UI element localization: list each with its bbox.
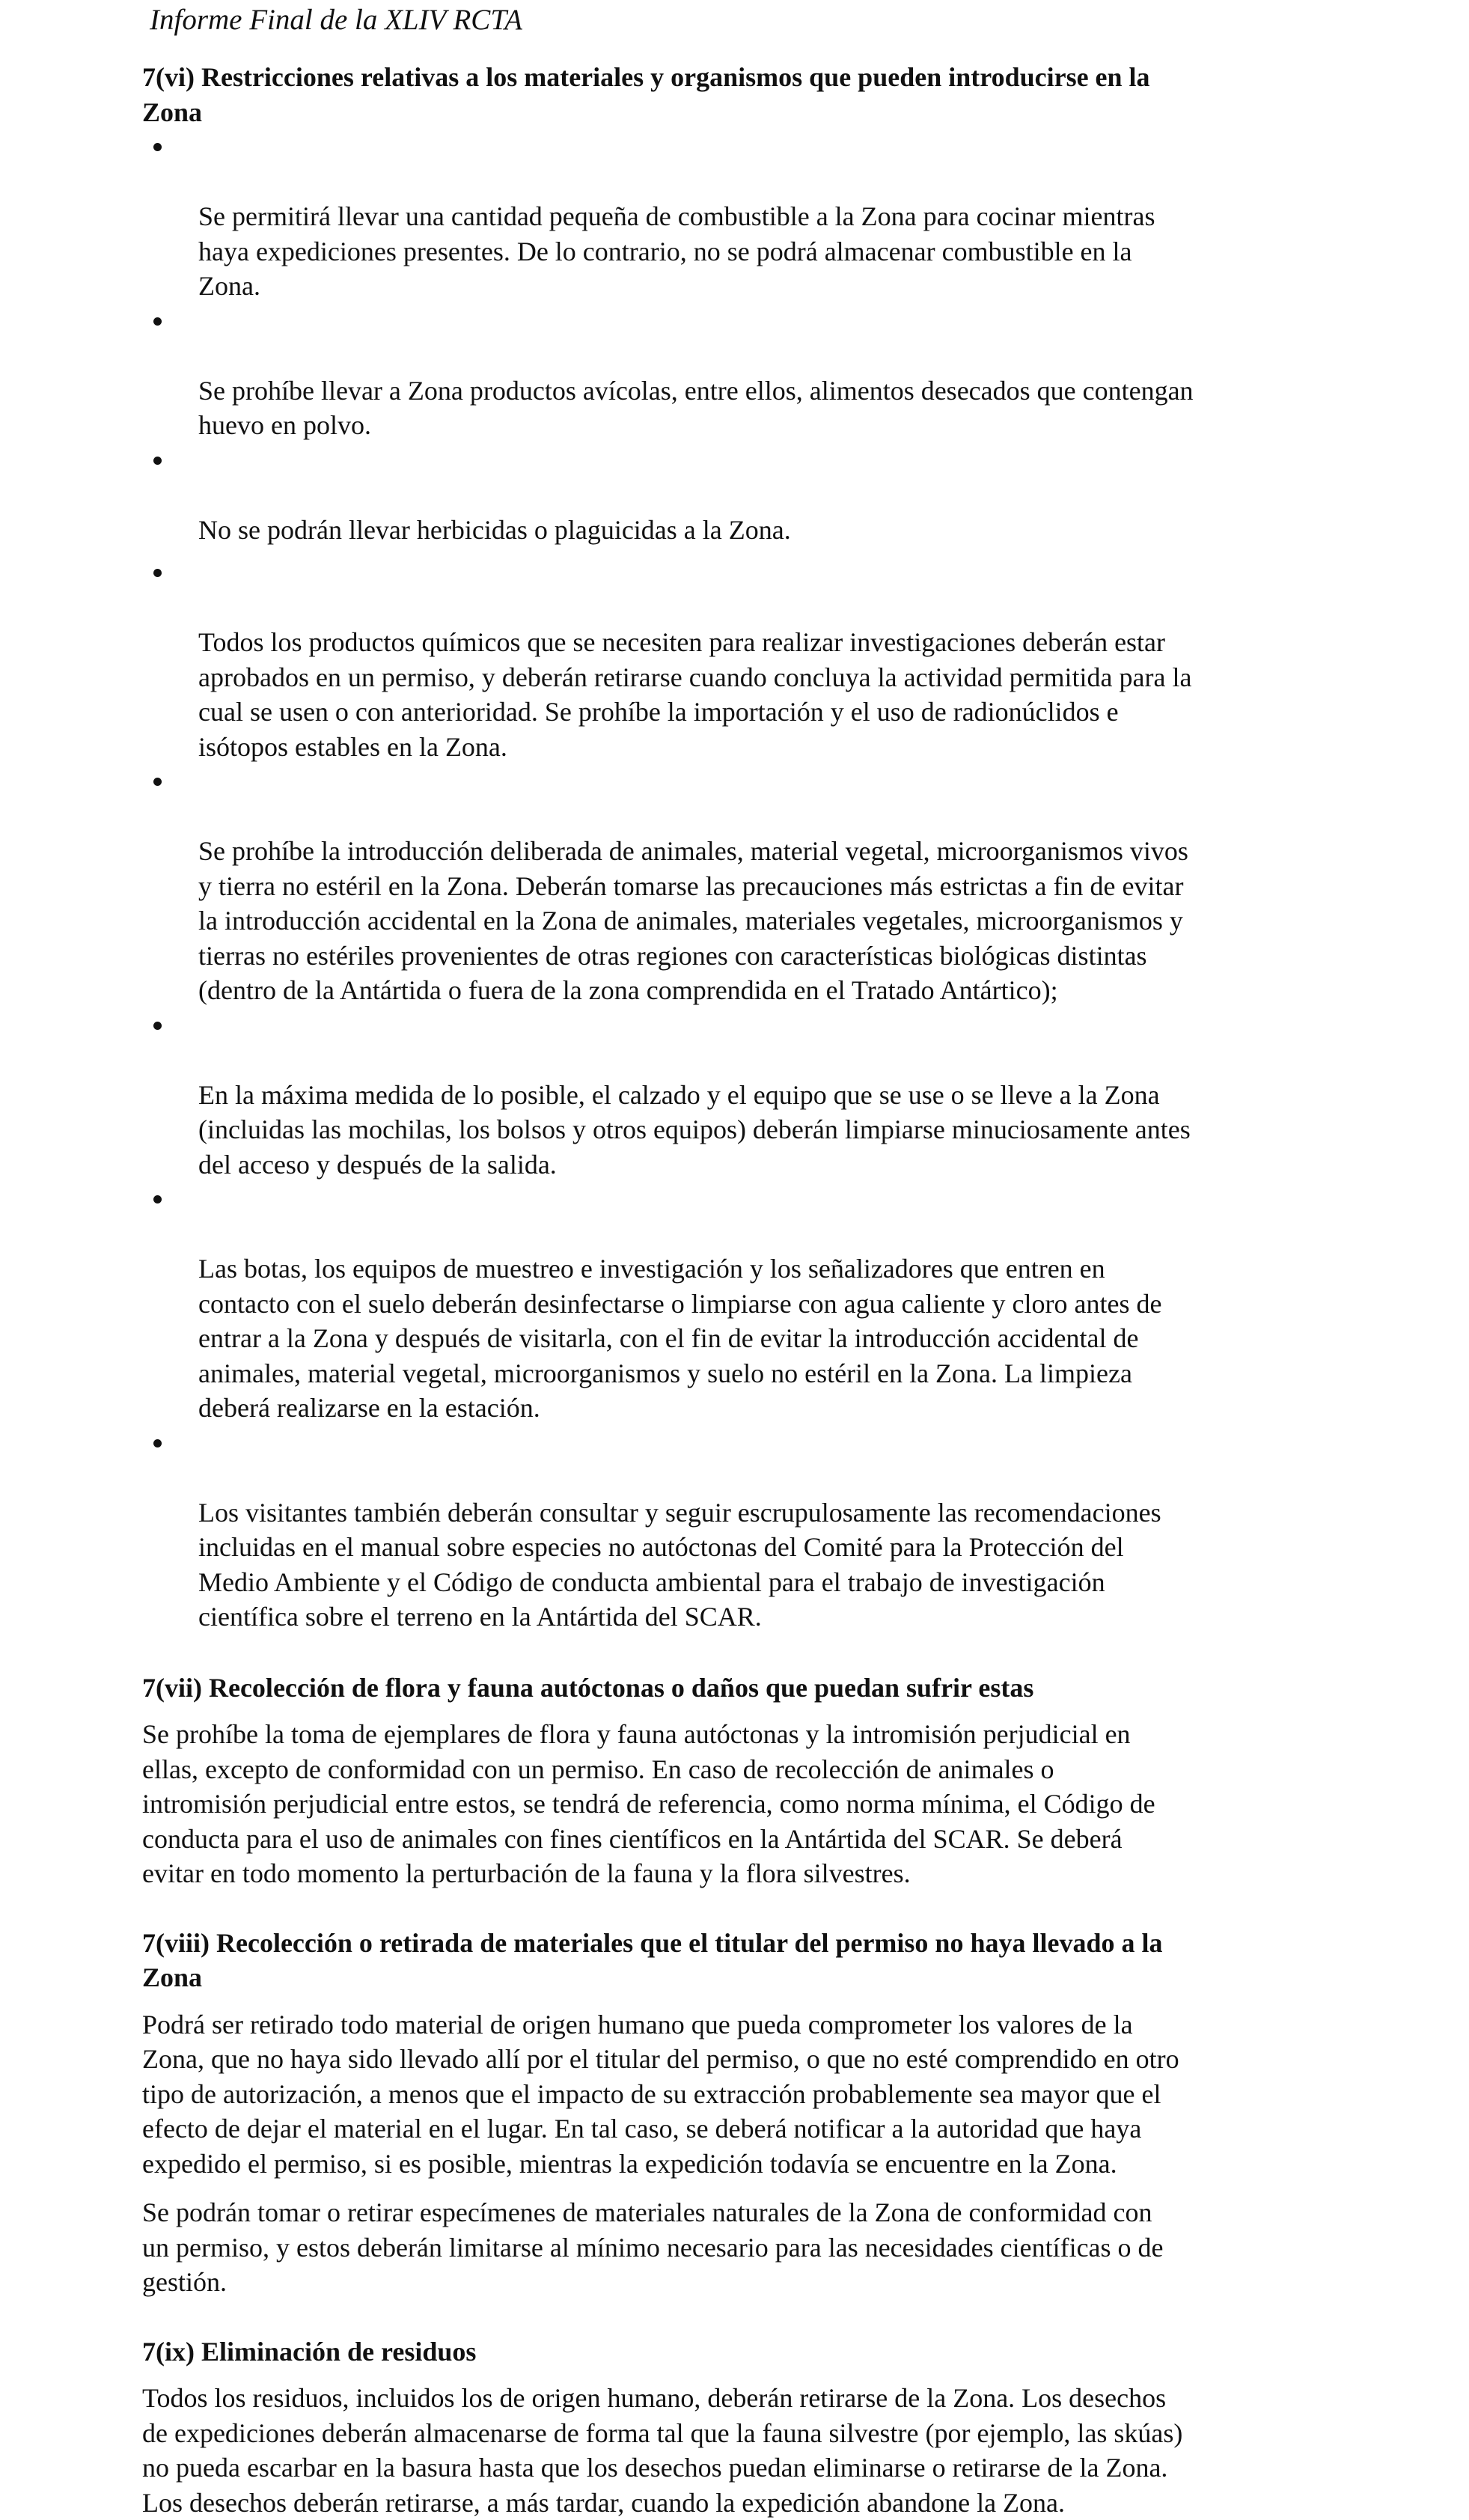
list-item-text: No se podrán llevar herbicidas o plaguicidas a la Zona. <box>198 514 791 545</box>
list-item <box>142 764 1340 1008</box>
bullet-icon <box>153 1195 162 1203</box>
bullet-icon <box>153 143 162 151</box>
section-title-vii: 7(vii) Recolección de flora y fauna autóctonas o daños que puedan sufrir estas <box>142 1672 1034 1703</box>
running-header: Informe Final de la XLIV RCTA <box>150 4 522 36</box>
list-item-text: Todos los productos químicos que se necesiten para realizar investigaciones deberán estar aprobados en un permiso, y deberán retirarse cuando concluya la actividad permitida para la cual se usen o con anterioridad. Se prohíbe la importación y el uso de radionúclidos e isótopos estables en la Zona. <box>198 627 1192 762</box>
bullet-icon <box>153 1022 162 1030</box>
section-paragraph: Todos los residuos, incluidos los de origen humano, deberán retirarse de la Zona. Los desechos de expediciones deberán almacenarse de forma tal que la fauna silvestre (por ejemplo, las skúas) no pueda escarbar en la basura hasta que los desechos puedan eliminarse o retirarse de la Zona. Los desechos deberán retirarse, a más tardar, cuando la expedición abandone la Zona. <box>142 2383 1183 2518</box>
list-item <box>142 304 1340 443</box>
section-title-viii: 7(viii) Recolección o retirada de materiales que el titular del permiso no haya llevado a la Zona <box>142 1927 1163 1992</box>
list-item-text: En la máxima medida de lo posible, el calzado y el equipo que se use o se lleve a la Zona (incluidas las mochilas, los bolsos y otros equipos) deberán limpiarse minuciosamente antes del acceso y después de la salida. <box>198 1079 1191 1180</box>
bullet-icon <box>153 1439 162 1447</box>
list-item-text: Se prohíbe la introducción deliberada de animales, material vegetal, microorganismos vivos y tierra no estéril en la Zona. Deberán tomarse las precauciones más estrictas a fin de evitar la introducción accidental en la Zona de animales, materiales vegetales, microorganismos y tierras no estériles provenientes de otras regiones con características biológicas distintas (dentro de la Antártida o fuera de la zona comprendida en el Tratado Antártico); <box>198 836 1188 1005</box>
section-paragraph: Se podrán tomar o retirar especímenes de materiales naturales de la Zona de conformidad con un permiso, y estos deberán limitarse al mínimo necesario para las necesidades científicas o de gestión. <box>142 2197 1164 2297</box>
section-title-vi: 7(vi) Restricciones relativas a los materiales y organismos que pueden introducirse en la Zona <box>142 62 1150 127</box>
list-item <box>142 1008 1340 1183</box>
restrictions-list <box>142 129 1340 1635</box>
document-body <box>142 60 1340 2520</box>
list-item <box>142 1426 1340 1635</box>
list-item <box>142 443 1340 548</box>
section-paragraph: Se prohíbe la toma de ejemplares de flora y fauna autóctonas y la intromisión perjudicial en ellas, excepto de conformidad con un permiso. En caso de recolección de animales o intromisión perjudicial entre estos, se tendrá de referencia, como norma mínima, el Código de conducta para el uso de animales con fines científicos en la Antártida del SCAR. Se deberá evitar en todo momento la perturbación de la fauna y la flora silvestres. <box>142 1719 1155 1888</box>
list-item <box>142 1182 1340 1426</box>
list-item <box>142 555 1340 764</box>
list-item-text: Las botas, los equipos de muestreo e investigación y los señalizadores que entren en contacto con el suelo deberán desinfectarse o limpiarse con agua caliente y cloro antes de entrar a la Zona y después de visitarla, con el fin de evitar la introducción accidental de animales, material vegetal, microorganismos y suelo no estéril en la Zona. La limpieza deberá realizarse en la estación. <box>198 1254 1162 1423</box>
bullet-icon <box>153 317 162 326</box>
bullet-icon <box>153 778 162 786</box>
bullet-icon <box>153 457 162 465</box>
bullet-icon <box>153 569 162 577</box>
list-item-text: Se permitirá llevar una cantidad pequeña de combustible a la Zona para cocinar mientras haya expediciones presentes. De lo contrario, no se podrá almacenar combustible en la Zona. <box>198 201 1155 301</box>
list-item-text: Los visitantes también deberán consultar y seguir escrupulosamente las recomendaciones incluidas en el manual sobre especies no autóctonas del Comité para la Protección del Medio Ambiente y el Código de conducta ambiental para el trabajo de investigación científica sobre el terreno en la Antártida del SCAR. <box>198 1497 1161 1632</box>
list-item <box>142 129 1340 304</box>
list-item-text: Se prohíbe llevar a Zona productos avícolas, entre ellos, alimentos desecados que contengan huevo en polvo. <box>198 375 1194 440</box>
section-title-ix: 7(ix) Eliminación de residuos <box>142 2336 477 2367</box>
section-paragraph: Podrá ser retirado todo material de origen humano que pueda comprometer los valores de la Zona, que no haya sido llevado allí por el titular del permiso, o que no esté comprendido en otro tipo de autorización, a menos que el impacto de su extracción probablemente sea mayor que el efecto de dejar el material en el lugar. En tal caso, se deberá notificar a la autoridad que haya expedido el permiso, si es posible, mientras la expedición todavía se encuentre en la Zona. <box>142 2009 1179 2179</box>
